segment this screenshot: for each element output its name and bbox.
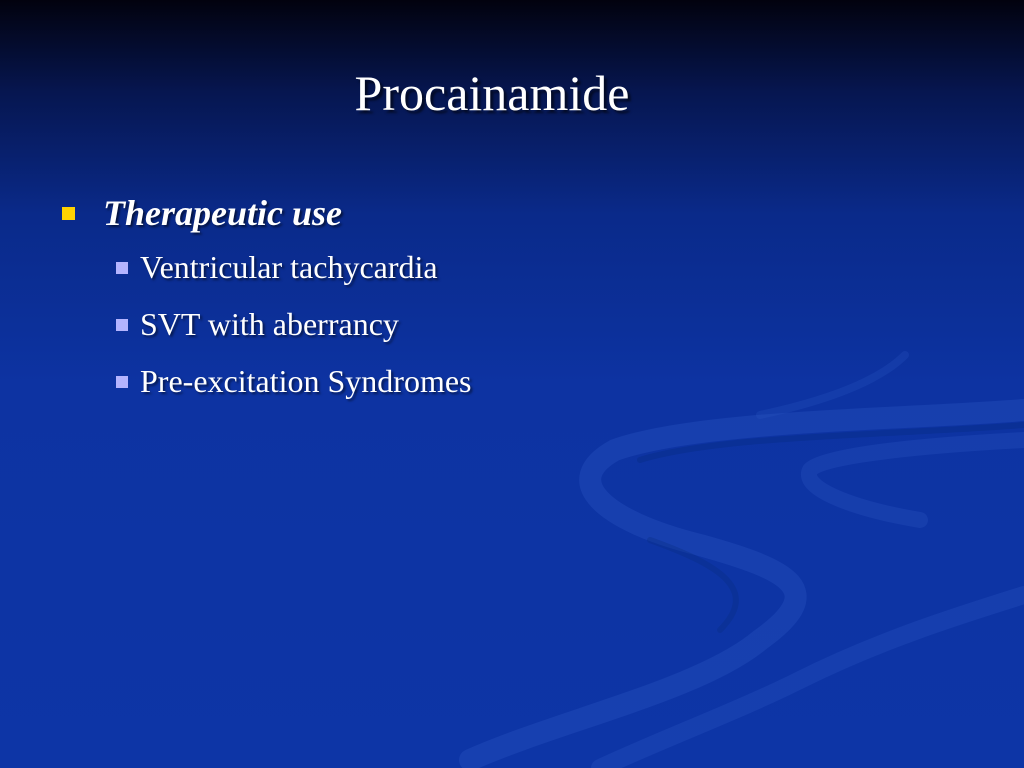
sub-bullet-text: Pre-excitation Syndromes xyxy=(140,363,472,399)
square-bullet-icon xyxy=(62,207,75,220)
bullet-level1 xyxy=(62,188,471,238)
bullet-list xyxy=(62,188,471,410)
square-bullet-icon xyxy=(116,319,128,331)
bullet-text: Therapeutic use xyxy=(103,193,342,233)
square-bullet-icon xyxy=(116,376,128,388)
list-item xyxy=(116,239,471,296)
slide-title: Procainamide xyxy=(354,65,630,121)
sub-bullet-text: Ventricular tachycardia xyxy=(140,249,438,285)
list-item xyxy=(62,188,471,410)
sub-bullet-list xyxy=(62,239,471,410)
square-bullet-icon xyxy=(116,262,128,274)
sub-bullet-text: SVT with aberrancy xyxy=(140,306,399,342)
list-item xyxy=(116,296,471,353)
list-item xyxy=(116,353,471,410)
